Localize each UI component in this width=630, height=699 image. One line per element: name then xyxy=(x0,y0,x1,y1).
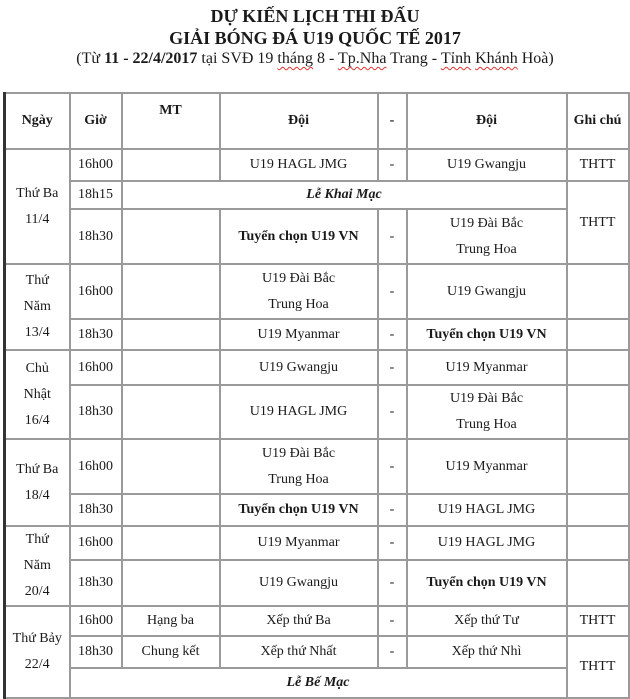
separator-cell: - xyxy=(378,385,407,439)
mt-cell xyxy=(122,560,220,606)
away-team-cell: U19 Myanmar xyxy=(407,439,567,494)
time-cell: 18h30 xyxy=(70,385,122,439)
col-header-date: Ngày xyxy=(5,93,70,149)
table-row xyxy=(5,181,629,209)
table-row xyxy=(5,668,629,698)
event-cell-opening-ceremony: Lễ Khai Mạc xyxy=(122,181,567,209)
time-cell: 18h30 xyxy=(70,319,122,350)
time-cell: 16h00 xyxy=(70,606,122,636)
table-row xyxy=(5,636,629,668)
note-cell xyxy=(567,560,629,606)
away-team-cell: U19 Gwangju xyxy=(407,149,567,181)
col-header-note: Ghi chú xyxy=(567,93,629,149)
separator-cell: - xyxy=(378,494,407,526)
title-line-2: GIẢI BÓNG ĐÁ U19 QUỐC TẾ 2017 xyxy=(169,28,461,48)
home-team-cell: Xếp thứ Nhất xyxy=(220,636,378,668)
time-cell: 18h15 xyxy=(70,181,122,209)
separator-cell: - xyxy=(378,606,407,636)
time-cell: 18h30 xyxy=(70,494,122,526)
mt-cell xyxy=(122,264,220,319)
home-team-cell: U19 Myanmar xyxy=(220,526,378,560)
table-row xyxy=(5,494,629,526)
header-row xyxy=(5,93,629,149)
away-team-cell: U19 HAGL JMG xyxy=(407,494,567,526)
separator-cell: - xyxy=(378,526,407,560)
mt-cell xyxy=(122,385,220,439)
table-row xyxy=(5,526,629,560)
note-cell xyxy=(567,439,629,494)
away-team-cell: Xếp thứ Tư xyxy=(407,606,567,636)
time-cell: 16h00 xyxy=(70,350,122,385)
title-line-1: DỰ KIẾN LỊCH THI ĐẤU xyxy=(210,6,420,26)
day-cell: Chủ Nhật 16/4 xyxy=(5,350,70,439)
note-cell xyxy=(567,350,629,385)
mt-cell xyxy=(122,149,220,181)
mt-cell xyxy=(122,209,220,264)
home-team-cell: U19 HAGL JMG xyxy=(220,149,378,181)
col-header-team-away: Đội xyxy=(407,93,567,149)
away-team-cell: U19 Gwangju xyxy=(407,264,567,319)
note-cell xyxy=(567,494,629,526)
home-team-cell: U19 Gwangju xyxy=(220,350,378,385)
table-row xyxy=(5,209,629,264)
note-cell xyxy=(567,385,629,439)
time-cell: 16h00 xyxy=(70,439,122,494)
home-team-cell: Tuyển chọn U19 VN xyxy=(220,494,378,526)
table-row xyxy=(5,264,629,319)
col-header-mt: MT xyxy=(122,93,220,149)
separator-cell: - xyxy=(378,209,407,264)
away-team-cell: U19 Myanmar xyxy=(407,350,567,385)
separator-cell: - xyxy=(378,560,407,606)
away-team-cell: U19 Đài Bắc Trung Hoa xyxy=(407,209,567,264)
time-cell: 16h00 xyxy=(70,526,122,560)
home-team-cell: U19 Đài Bắc Trung Hoa xyxy=(220,264,378,319)
event-cell-closing-ceremony: Lễ Bế Mạc xyxy=(70,668,567,698)
time-cell: 16h00 xyxy=(70,264,122,319)
note-cell: THTT xyxy=(567,636,629,698)
day-cell: Thứ Ba 11/4 xyxy=(5,149,70,264)
table-row xyxy=(5,560,629,606)
mt-cell: Chung kết xyxy=(122,636,220,668)
schedule-table xyxy=(3,92,630,699)
home-team-cell: U19 HAGL JMG xyxy=(220,385,378,439)
day-cell: Thứ Bảy 22/4 xyxy=(5,606,70,698)
time-cell: 16h00 xyxy=(70,149,122,181)
away-team-cell: Tuyển chọn U19 VN xyxy=(407,319,567,350)
mt-cell xyxy=(122,526,220,560)
table-row xyxy=(5,350,629,385)
home-team-cell: Tuyển chọn U19 VN xyxy=(220,209,378,264)
separator-cell: - xyxy=(378,264,407,319)
away-team-cell: Tuyển chọn U19 VN xyxy=(407,560,567,606)
mt-cell xyxy=(122,350,220,385)
subtitle: (Từ 11 - 22/4/2017 tại SVĐ 19 tháng 8 - Tp.Nha Trang - Tỉnh Khánh Hoà) xyxy=(76,50,554,67)
table-row xyxy=(5,385,629,439)
time-cell: 18h30 xyxy=(70,209,122,264)
table-row xyxy=(5,606,629,636)
day-cell: Thứ Năm 13/4 xyxy=(5,264,70,350)
home-team-cell: U19 Đài Bắc Trung Hoa xyxy=(220,439,378,494)
separator-cell: - xyxy=(378,149,407,181)
note-cell: THTT xyxy=(567,181,629,264)
table-row xyxy=(5,319,629,350)
time-cell: 18h30 xyxy=(70,560,122,606)
mt-cell xyxy=(122,494,220,526)
away-team-cell: U19 Đài Bắc Trung Hoa xyxy=(407,385,567,439)
note-cell xyxy=(567,319,629,350)
col-header-separator: - xyxy=(378,93,407,149)
note-cell xyxy=(567,526,629,560)
table-row xyxy=(5,439,629,494)
day-cell: Thứ Năm 20/4 xyxy=(5,526,70,606)
home-team-cell: Xếp thứ Ba xyxy=(220,606,378,636)
mt-cell xyxy=(122,319,220,350)
table-row xyxy=(5,149,629,181)
separator-cell: - xyxy=(378,319,407,350)
day-cell: Thứ Ba 18/4 xyxy=(5,439,70,526)
note-cell: THTT xyxy=(567,606,629,636)
home-team-cell: U19 Gwangju xyxy=(220,560,378,606)
away-team-cell: U19 HAGL JMG xyxy=(407,526,567,560)
mt-cell: Hạng ba xyxy=(122,606,220,636)
separator-cell: - xyxy=(378,439,407,494)
col-header-time: Giờ xyxy=(70,93,122,149)
separator-cell: - xyxy=(378,636,407,668)
note-cell xyxy=(567,264,629,319)
home-team-cell: U19 Myanmar xyxy=(220,319,378,350)
away-team-cell: Xếp thứ Nhì xyxy=(407,636,567,668)
note-cell: THTT xyxy=(567,149,629,181)
time-cell: 18h30 xyxy=(70,636,122,668)
col-header-team-home: Đội xyxy=(220,93,378,149)
separator-cell: - xyxy=(378,350,407,385)
mt-cell xyxy=(122,439,220,494)
